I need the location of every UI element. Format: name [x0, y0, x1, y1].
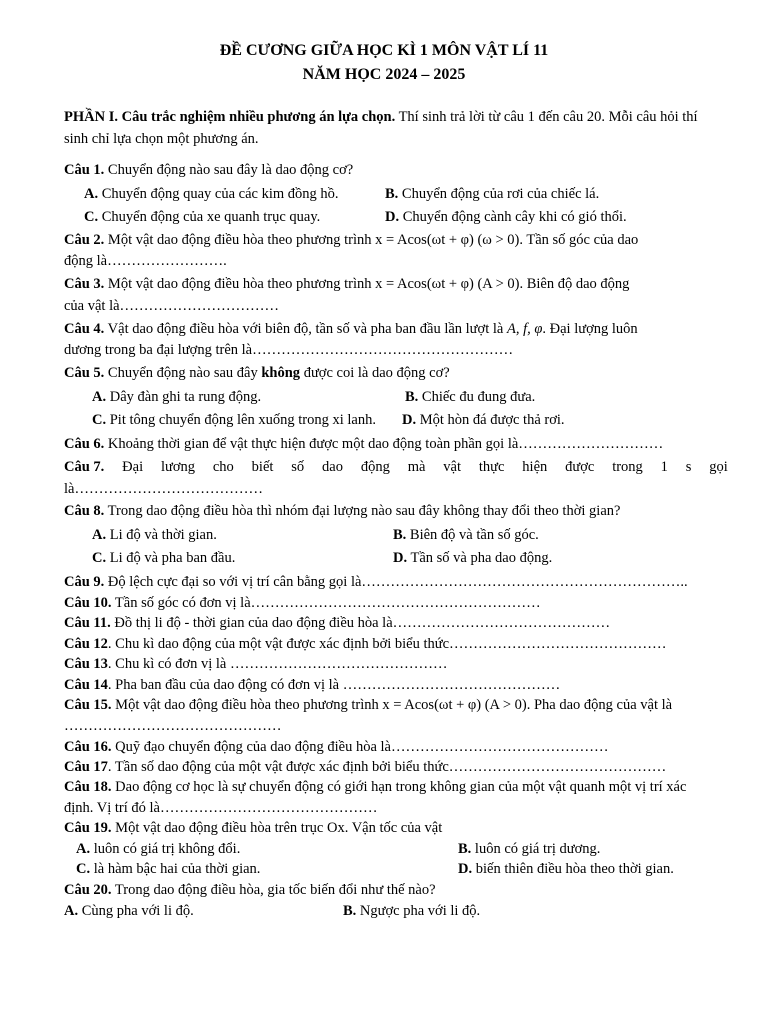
question-text: . Tần số dao động của một vật được xác định bởi biểu thức……………………………………… [107, 759, 667, 775]
option-label: A. [64, 903, 79, 919]
option-text: là hàm bậc hai của thời gian. [90, 861, 261, 877]
question-9 [64, 574, 688, 591]
option-label: A. [76, 841, 91, 857]
option-text: Chuyển động của rơi của chiếc lá. [398, 186, 600, 202]
question-number: Câu 8. [64, 503, 105, 519]
option-label: A. [84, 186, 99, 202]
option-text: Biên độ và tần số góc. [406, 527, 539, 543]
question-17 [64, 759, 666, 776]
option-text: Cùng pha với li độ. [78, 903, 194, 919]
option-text: Tần số và pha dao động. [407, 550, 553, 566]
word: thực [478, 459, 505, 475]
emphasis-word: không [261, 365, 301, 381]
question-8 [64, 503, 620, 520]
option-text: Một hòn đá được thả rơi. [416, 412, 565, 428]
question-18 [64, 779, 686, 796]
question-text: Quỹ đạo chuyển động của dao động điều hòa là……………………………………… [111, 739, 609, 755]
q1-option-c [84, 209, 320, 226]
option-label: C. [92, 412, 107, 428]
question-number: Câu 4. [64, 321, 105, 337]
question-number: Câu 10. [64, 595, 112, 611]
question-text: Chuyển động nào sau đây là dao động cơ? [104, 162, 354, 178]
question-10 [64, 595, 541, 612]
question-number: Câu 19. [64, 820, 112, 836]
q5-option-b [405, 389, 535, 406]
question-number: Câu 18. [64, 779, 112, 795]
question-2 [64, 232, 638, 249]
question-11 [64, 615, 610, 632]
word: động [360, 459, 390, 475]
question-text: . Chu kì có đơn vị là ……………………………………… [107, 656, 448, 672]
question-number: Câu 6. [64, 436, 105, 452]
question-7-line2: là………………………………… [64, 481, 263, 497]
q1-option-b [385, 186, 599, 203]
question-text: Trong dao động điều hòa thì nhóm đại lượng nào sau đây không thay đổi theo thời gian? [104, 503, 621, 519]
option-text: Ngược pha với li độ. [356, 903, 481, 919]
part1-instruction: Thí sinh trả lời từ câu 1 đến câu 20. Mỗi câu hỏi thí [395, 109, 698, 125]
option-text: Chiếc đu đung đưa. [418, 389, 536, 405]
q1-option-d [385, 209, 627, 226]
option-text: Pit tông chuyển động lên xuống trong xi lanh. [106, 412, 376, 428]
question-number: Câu 15. [64, 697, 112, 713]
question-number: Câu 3. [64, 276, 105, 292]
q5-option-d [402, 412, 565, 429]
question-number: Câu 13 [64, 656, 108, 672]
word: lương [160, 459, 196, 475]
question-text: Khoảng thời gian để vật thực hiện được một dao động toàn phần gọi là………………………… [104, 436, 664, 452]
question-12 [64, 636, 667, 653]
part1-heading: PHẦN I. Câu trắc nghiệm nhiều phương án lựa chọn. [64, 109, 396, 125]
question-number: Câu 20. [64, 882, 112, 898]
question-number: Câu 14 [64, 677, 108, 693]
doc-title-line1: ĐỀ CƯƠNG GIỮA HỌC KÌ 1 MÔN VẬT LÍ 11 [219, 42, 549, 59]
question-7 [64, 459, 728, 476]
question-text: Đồ thị li độ - thời gian của dao động điều hòa là……………………………………… [110, 615, 611, 631]
question-number: Câu 12 [64, 636, 108, 652]
question-number: Câu 2. [64, 232, 105, 248]
question-text: . Pha ban đầu của dao động có đơn vị là ……………………………………… [107, 677, 561, 693]
question-6 [64, 436, 663, 453]
variables: A, f, φ [506, 321, 543, 337]
word: vật [443, 459, 461, 475]
question-text-cont: được coi là dao động cơ? [300, 365, 450, 381]
word: 1 [660, 459, 668, 475]
question-19 [64, 820, 442, 837]
question-3 [64, 276, 629, 293]
option-label: A. [92, 389, 107, 405]
question-number: Câu 9. [64, 574, 105, 590]
option-label: D. [402, 412, 417, 428]
question-1 [64, 162, 353, 179]
word: trong [612, 459, 643, 475]
option-label: C. [76, 861, 91, 877]
question-text: Trong dao động điều hòa, gia tốc biến đổi như thế nào? [111, 882, 436, 898]
question-number: Câu 5. [64, 365, 105, 381]
option-text: Li độ và pha ban đầu. [106, 550, 236, 566]
q1-option-a [84, 186, 339, 203]
q20-option-a [64, 903, 194, 920]
part1-instruction-line2: sinh chỉ lựa chọn một phương án. [64, 131, 259, 147]
option-label: B. [458, 841, 472, 857]
word: dao [322, 459, 343, 475]
q19-option-b [458, 841, 600, 858]
option-text: Chuyển động cành cây khi có gió thổi. [399, 209, 627, 225]
word: biết [251, 459, 274, 475]
option-label: D. [458, 861, 473, 877]
question-18-line2: định. Vị trí đó là……………………………………… [64, 800, 378, 816]
question-text: Vật dao động điều hòa với biên độ, tần số và pha ban đầu lần lượt là [104, 321, 507, 337]
question-text: Một vật dao động điều hòa theo phương trình x = Acos(ωt + φ) (A > 0). Pha dao động của vật là [111, 697, 673, 713]
question-15-line2: ……………………………………… [64, 718, 282, 734]
part1-intro [64, 109, 698, 126]
question-number: Câu 17 [64, 759, 108, 775]
q8-option-a [92, 527, 217, 544]
question-text: Tần số góc có đơn vị là…………………………………………………… [111, 595, 541, 611]
question-text: Một vật dao động điều hòa trên trục Ox. Vận tốc của vật [111, 820, 443, 836]
question-2-line2: động là……………………. [64, 253, 227, 269]
question-text: . Chu kì dao động của một vật được xác định bởi biểu thức……………………………………… [107, 636, 667, 652]
word: s [685, 459, 692, 475]
question-3-line2: của vật là…………………………… [64, 298, 280, 314]
question-text: Độ lệch cực đại so với vị trí cân bằng gọi là………………………………………………………….. [104, 574, 688, 590]
option-label: D. [385, 209, 400, 225]
question-4-line2: dương trong ba đại lượng trên là……………………………………………… [64, 342, 514, 358]
question-text: Dao động cơ học là sự chuyển động có giới hạn trong không gian của một vật quanh một vị trí xác [111, 779, 687, 795]
option-label: B. [393, 527, 407, 543]
option-text: biến thiên điều hòa theo thời gian. [472, 861, 674, 877]
question-number: Câu 16. [64, 739, 112, 755]
option-text: luôn có giá trị không đổi. [90, 841, 241, 857]
q8-option-d [393, 550, 552, 567]
question-13 [64, 656, 447, 673]
question-number: Câu 1. [64, 162, 105, 178]
q19-option-c [76, 861, 260, 878]
q5-option-c [92, 412, 376, 429]
question-number: Câu 7. [64, 459, 105, 475]
question-text-cont: . Đại lượng luôn [542, 321, 638, 337]
option-text: Dây đàn ghi ta rung động. [106, 389, 262, 405]
question-20 [64, 882, 436, 899]
option-label: B. [385, 186, 399, 202]
question-4 [64, 321, 638, 338]
question-15 [64, 697, 672, 714]
option-text: luôn có giá trị dương. [471, 841, 601, 857]
option-label: B. [343, 903, 357, 919]
q8-option-c [92, 550, 235, 567]
doc-title-line2: NĂM HỌC 2024 – 2025 [302, 66, 466, 83]
word: Đại [122, 459, 144, 475]
option-text: Chuyển động quay của các kim đồng hồ. [98, 186, 339, 202]
word: mà [407, 459, 426, 475]
question-number: Câu 11. [64, 615, 111, 631]
word: số [291, 459, 305, 475]
question-5 [64, 365, 450, 382]
question-text: Chuyển động nào sau đây [104, 365, 262, 381]
option-label: C. [84, 209, 99, 225]
q8-option-b [393, 527, 539, 544]
option-text: Chuyển động của xe quanh trục quay. [98, 209, 321, 225]
q19-option-a [76, 841, 240, 858]
word: cho [212, 459, 234, 475]
word: được [565, 459, 595, 475]
option-label: A. [92, 527, 107, 543]
question-text: Một vật dao động điều hòa theo phương trình x = Acos(ωt + φ) (ω > 0). Tần số góc của dao [104, 232, 639, 248]
q20-option-b [343, 903, 480, 920]
word: gọi [709, 459, 728, 475]
question-text: Một vật dao động điều hòa theo phương trình x = Acos(ωt + φ) (A > 0). Biên độ dao động [104, 276, 630, 292]
q5-option-a [92, 389, 261, 406]
word: hiện [522, 459, 548, 475]
option-label: D. [393, 550, 408, 566]
question-16 [64, 739, 609, 756]
question-14 [64, 677, 560, 694]
option-label: B. [405, 389, 419, 405]
q19-option-d [458, 861, 674, 878]
option-label: C. [92, 550, 107, 566]
option-text: Li độ và thời gian. [106, 527, 217, 543]
